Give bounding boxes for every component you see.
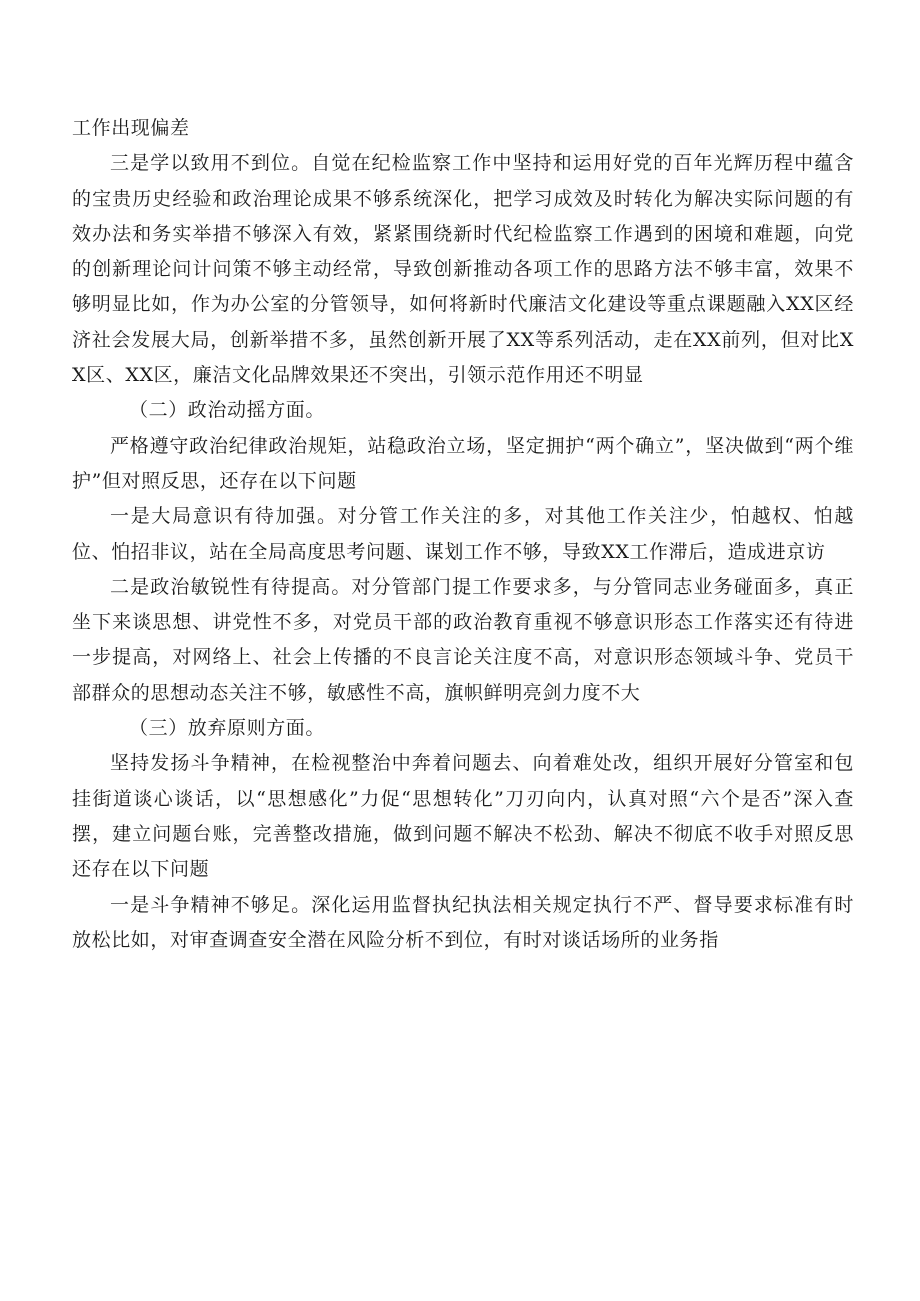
document-body [72, 111, 854, 958]
section-heading-political: （二）政治动摇方面。 [129, 399, 326, 422]
paragraph-political-intro: 严格遵守政治纪律政治规矩，站稳政治立场，坚定拥护“两个确立”，坚决做到“两个维护”但对照反思，还存在以下问题 [72, 434, 854, 492]
paragraph-principles-intro: 坚持发扬斗争精神，在检视整治中奔着问题去、向着难处改，组织开展好分管室和包挂街道谈心谈话，以“思想感化”力促“思想转化”刀刃向内，认真对照“六个是否”深入查摆，建立问题台账，完善整改措施，做到问题不解决不松劲、解决不彻底不收手对照反思还存在以下问题 [72, 752, 854, 881]
paragraph-political-sensitivity: 二是政治敏锐性有待提高。对分管部门提工作要求多，与分管同志业务碰面多，真正坐下来谈思想、讲党性不多，对党员干部的政治教育重视不够意识形态工作落实还有待进一步提高，对网络上、社会上传播的不良言论关注度不高，对意识形态领域斗争、党员干部群众的思想动态关注不够，敏感性不高，旗帜鲜明亮剑力度不大 [72, 575, 854, 704]
paragraph-continuation: 工作出现偏差 [72, 117, 190, 139]
paragraph-third-point: 三是学以致用不到位。自觉在纪检监察工作中坚持和运用好党的百年光辉历程中蕴含的宝贵历史经验和政治理论成果不够系统深化，把学习成效及时转化为解决实际问题的有效办法和务实举措不够深入有效，紧紧围绕新时代纪检监察工作遇到的困境和难题，向党的创新理论问计问策不够主动经常，导致创新推动各项工作的思路方法不够丰富，效果不够明显比如，作为办公室的分管领导，如何将新时代廉洁文化建设等重点课题融入XX区经济社会发展大局，创新举措不多，虽然创新开展了XX等系列活动，走在XX前列，但对比XX区、XX区，廉洁文化品牌效果还不突出，引领示范作用还不明显 [72, 152, 854, 387]
section-heading-principles: （三）放弃原则方面。 [129, 717, 326, 740]
paragraph-fighting-spirit: 一是斗争精神不够足。深化运用监督执纪执法相关规定执行不严、督导要求标准有时放松比如，对审查调查安全潜在风险分析不到位，有时对谈话场所的业务指 [72, 893, 854, 951]
paragraph-overall-awareness: 一是大局意识有待加强。对分管工作关注的多，对其他工作关注少，怕越权、怕越位、怕招非议，站在全局高度思考问题、谋划工作不够，导致XX工作滞后，造成进京访 [72, 505, 854, 563]
